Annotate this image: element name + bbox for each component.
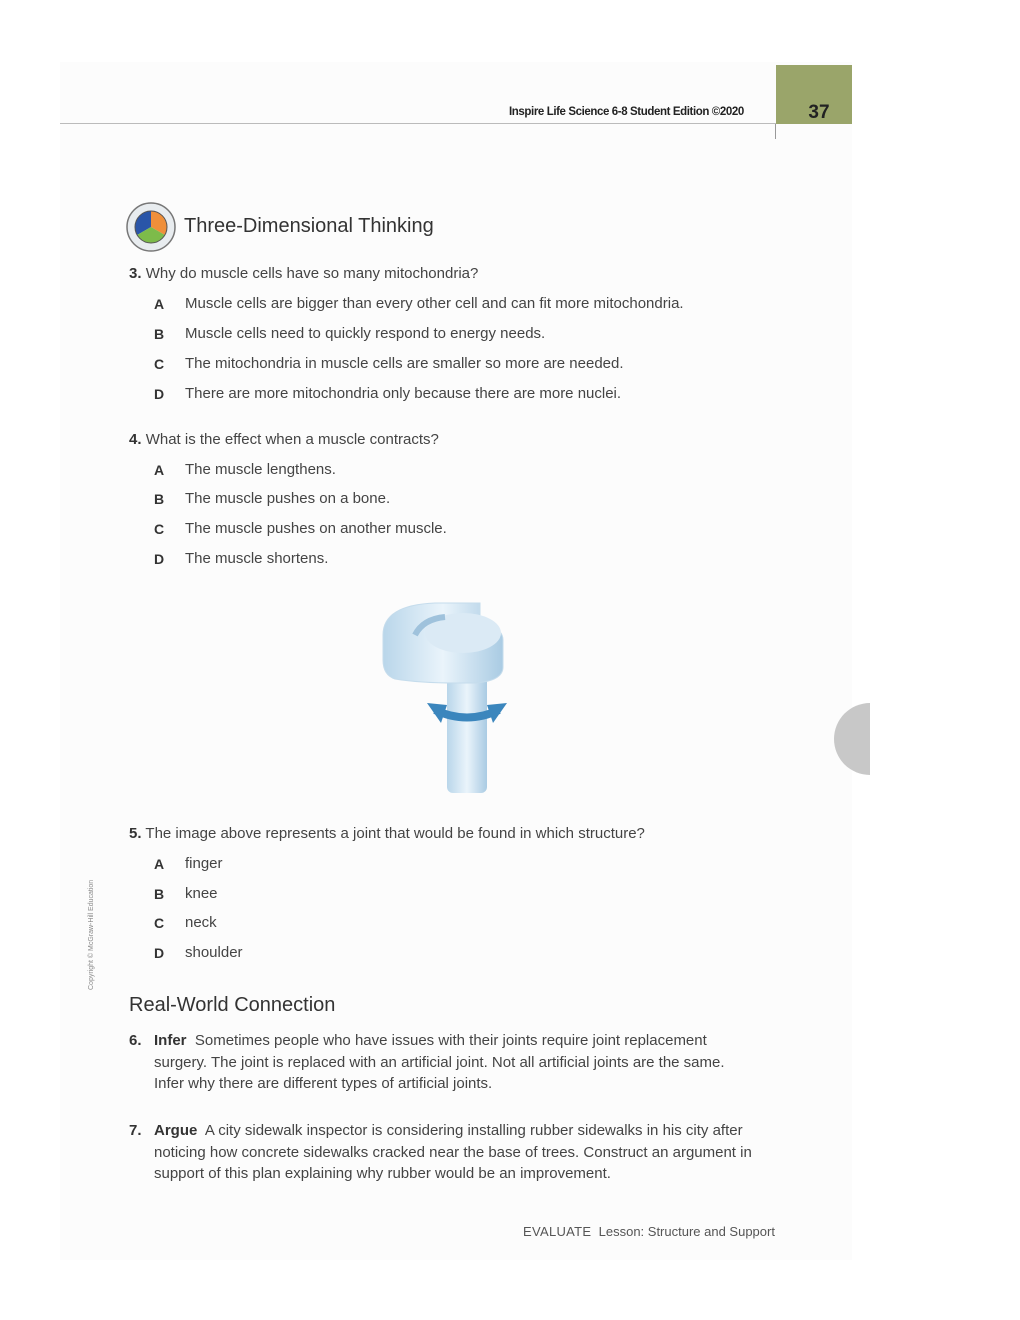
option-letter: A — [154, 296, 165, 312]
footer — [523, 1224, 775, 1239]
option-text: The muscle shortens. — [185, 550, 329, 567]
header-divider — [60, 123, 776, 124]
option-letter: A — [154, 462, 165, 478]
option-letter: C — [154, 356, 165, 372]
option-letter: D — [154, 551, 165, 567]
question-number: 5. — [129, 825, 142, 842]
question-number: 4. — [129, 431, 142, 448]
option-letter: D — [154, 945, 165, 961]
section-title-real-world-connection: Real-World Connection — [129, 994, 336, 1016]
pivot-joint-illustration — [375, 595, 515, 800]
option-letter: A — [154, 856, 165, 872]
question-text: The image above represents a joint that would be found in which structure? — [145, 825, 645, 842]
option-letter: D — [154, 386, 165, 402]
option-text: Muscle cells need to quickly respond to energy needs. — [185, 325, 546, 342]
question-number: 3. — [129, 265, 142, 282]
option-text: finger — [185, 855, 223, 872]
option-text: There are more mitochondria only because there are more nuclei. — [185, 385, 622, 402]
option-letter: B — [154, 491, 165, 507]
option-letter: C — [154, 521, 165, 537]
item-text: A city sidewalk inspector is considering installing rubber sidewalks in his city after noticing how concrete sidewalks cracked near the base of trees. Construct an argument in support of this plan explaining why rubber would be an improvement. — [154, 1122, 752, 1182]
option-text: shoulder — [185, 944, 243, 961]
option-text: knee — [185, 885, 218, 902]
question-text: What is the effect when a muscle contracts? — [145, 431, 439, 448]
item-label: Infer — [154, 1032, 187, 1049]
section-title-three-dimensional-thinking: Three-Dimensional Thinking — [184, 215, 434, 237]
option-text: Muscle cells are bigger than every other cell and can fit more mitochondria. — [185, 295, 684, 312]
question-4 — [129, 431, 439, 448]
option-text: The mitochondria in muscle cells are smaller so more are needed. — [185, 355, 624, 372]
item-label: Argue — [154, 1122, 198, 1139]
item-number: 6. — [129, 1032, 142, 1049]
option-letter: B — [154, 886, 165, 902]
three-dimensional-thinking-logo-icon — [126, 202, 178, 252]
footer-tag: EVALUATE — [523, 1224, 592, 1239]
option-letter: C — [154, 915, 165, 931]
item-text: Sometimes people who have issues with their joints require joint replacement surgery. The joint is replaced with an artificial joint. Not all artificial joints are the same. Infer why there are different types of artificial joints. — [154, 1032, 725, 1092]
header-divider-tick — [775, 124, 776, 139]
question-3 — [129, 265, 478, 282]
option-letter: B — [154, 326, 165, 342]
footer-lesson: Lesson: Structure and Support — [598, 1224, 775, 1239]
option-text: The muscle pushes on a bone. — [185, 490, 391, 507]
option-text: The muscle pushes on another muscle. — [185, 520, 447, 537]
question-5 — [129, 825, 645, 842]
page-number: 37 — [808, 102, 830, 123]
option-text: The muscle lengthens. — [185, 461, 336, 478]
book-title: Inspire Life Science 6-8 Student Edition ©2020 — [509, 106, 744, 118]
question-text: Why do muscle cells have so many mitochondria? — [145, 265, 479, 282]
item-number: 7. — [129, 1122, 142, 1139]
option-text: neck — [185, 914, 217, 931]
item-7-argue — [154, 1120, 754, 1185]
item-6-infer — [154, 1030, 749, 1095]
copyright-notice: Copyright © McGraw-Hill Education — [88, 879, 95, 990]
